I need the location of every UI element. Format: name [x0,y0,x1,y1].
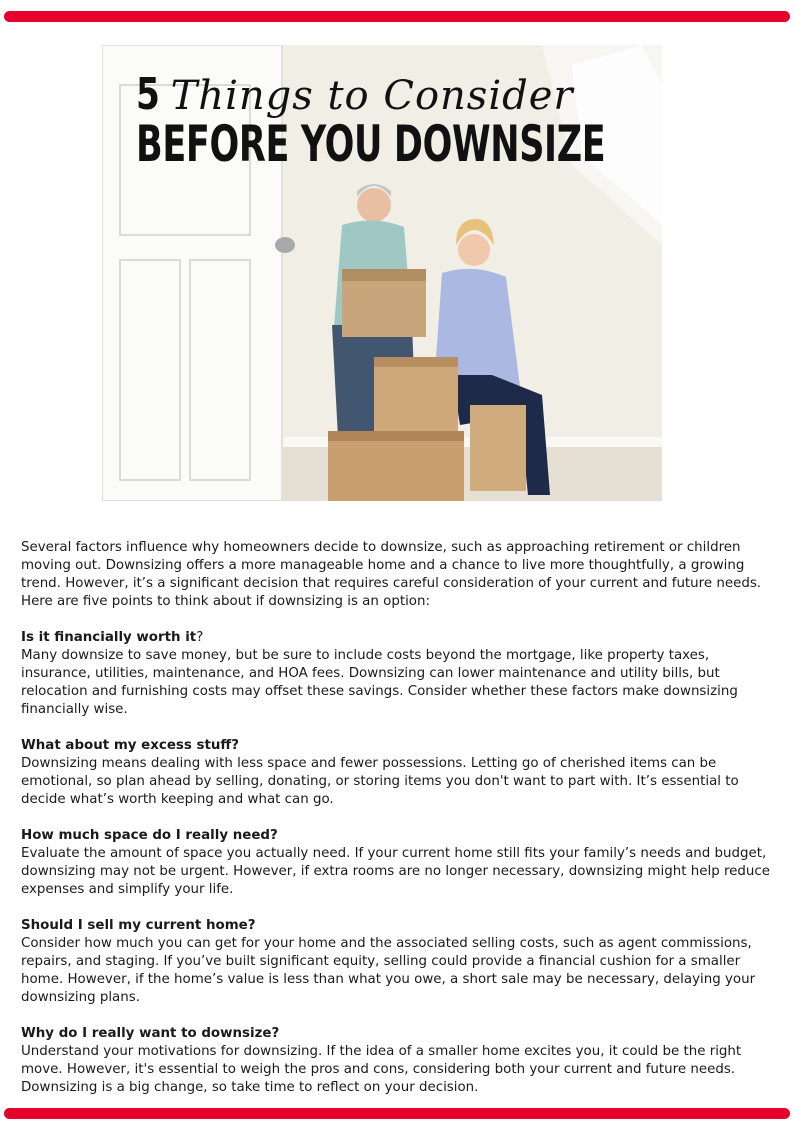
section-body: Consider how much you can get for your home and the associated selling costs, such as agent commissions, repairs, and staging. If you’ve built significant equity, selling could provide a financial cushion for a smaller home. However, if the home’s value is less than what you owe, a short sale may be necessary, delaying your downsizing plans. [21,936,756,1005]
section-heading: How much space do I really need? [21,828,278,843]
hero-headline-bold: BEFORE YOU DOWNSIZE [136,115,606,173]
section-motivation [21,1025,773,1097]
hero-image [102,45,662,501]
section-body: Evaluate the amount of space you actually need. If your current home still fits your family’s needs and budget, downsizing may not be urgent. However, if extra rooms are no longer necessary, downsizing might help reduce expenses and simplify your life. [21,846,771,897]
section-body: Downsizing means dealing with less space and fewer possessions. Letting go of cherished items can be emotional, so plan ahead by selling, donating, or storing items you don't want to part with. It’s essential to decide what’s worth keeping and what can go. [21,756,739,807]
bottom-accent-bar [4,1108,790,1119]
section-heading: Why do I really want to downsize? [21,1026,280,1041]
section-body: Understand your motivations for downsizing. If the idea of a smaller home excites you, it could be the right move. However, it's essential to weigh the pros and cons, considering both your current and future needs. Downsizing is a big change, so take time to reflect on your decision. [21,1044,742,1095]
section-excess-stuff [21,737,773,809]
section-heading: Should I sell my current home? [21,918,256,933]
top-accent-bar [4,11,790,22]
section-financial [21,629,773,719]
section-heading: Is it financially worth it? [21,630,204,645]
intro-paragraph: Several factors influence why homeowners decide to downsize, such as approaching retirement or children moving out. Downsizing offers a more manageable home and a chance to live more thoughtfully, a growing trend. However, it’s a significant decision that requires careful consideration of your current and future needs. Here are five points to think about if downsizing is an option: [21,540,762,609]
hero-number: 5 [136,69,160,120]
section-body: Many downsize to save money, but be sure to include costs beyond the mortgage, like property taxes, insurance, utilities, maintenance, and HOA fees. Downsizing can lower maintenance and utility bills, but relocation and furnishing costs may offset these savings. Consider whether these factors make downsizing financially wise. [21,648,738,717]
section-heading: What about my excess stuff? [21,738,240,753]
hero-script-title: Things to Consider [170,73,574,119]
section-sell-home [21,917,773,1007]
section-space [21,827,773,899]
hero-headline [136,55,656,173]
article-body [21,539,773,1097]
